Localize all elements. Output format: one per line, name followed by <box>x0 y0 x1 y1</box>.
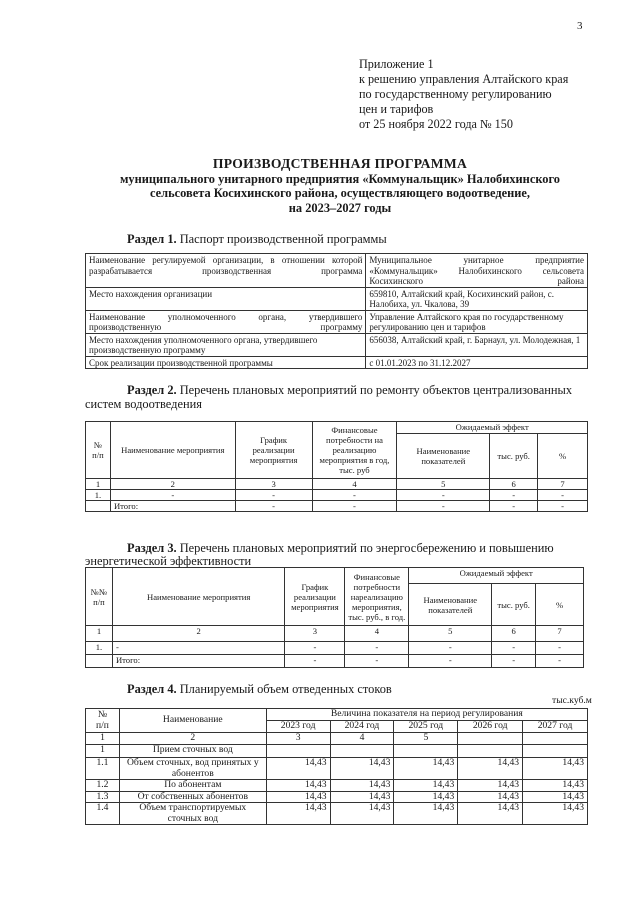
section1-number: Раздел 1. <box>127 232 177 246</box>
table-cell: - <box>285 655 345 668</box>
page-number: 3 <box>577 20 583 32</box>
row-value: 14,43 <box>458 780 523 792</box>
header-schedule: График реализации мероприятия <box>235 422 312 479</box>
appendix-line: по государственному регулированию <box>359 87 552 101</box>
header-finance: Финансовые потребности нареализацию мероприятия, тыс. руб., в год. <box>345 568 409 626</box>
table-cell: - <box>110 490 235 501</box>
table-row <box>86 803 588 825</box>
table-row <box>86 758 588 780</box>
appendix-line: от 25 ноября 2022 года № 150 <box>359 117 513 131</box>
index-cell: 7 <box>538 479 588 490</box>
row-num: 1.1 <box>86 758 120 780</box>
row-value: 14,43 <box>458 758 523 780</box>
row-name: Объем транспортируемых сточных вод <box>119 803 266 825</box>
index-cell <box>523 733 588 745</box>
row-value: 14,43 <box>330 803 394 825</box>
appendix-line: к решению управления Алтайского края <box>359 72 569 86</box>
header-effect: Ожидаемый эффект <box>397 422 588 434</box>
appendix-line: цен и тарифов <box>359 102 434 116</box>
index-cell: 4 <box>330 733 394 745</box>
row-value: 14,43 <box>266 791 330 803</box>
row-value: 14,43 <box>330 791 394 803</box>
index-cell: 5 <box>394 733 458 745</box>
index-cell: 6 <box>490 479 538 490</box>
header-indicator: Наименование показателей <box>397 434 490 479</box>
index-cell: 4 <box>312 479 397 490</box>
table-cell: - <box>538 490 588 501</box>
title-line: на 2023–2027 годы <box>288 200 392 215</box>
section3-heading <box>127 541 554 555</box>
header-finance: Финансовые потребности на реализацию мероприятия в год, тыс. руб <box>312 422 397 479</box>
table-row <box>86 733 588 745</box>
index-cell: 1 <box>86 626 113 642</box>
section3-title: Перечень плановых мероприятий по энергосбережению и повышению <box>176 541 554 555</box>
row-value: 14,43 <box>394 758 458 780</box>
row-value: 14,43 <box>266 758 330 780</box>
header-name: Наименование мероприятия <box>112 568 284 626</box>
index-cell: 5 <box>397 479 490 490</box>
row-value: 14,43 <box>458 791 523 803</box>
row-value: 14,43 <box>266 780 330 792</box>
table-cell: - <box>492 642 536 655</box>
row-value: 14,43 <box>330 758 394 780</box>
table-row <box>86 780 588 792</box>
table-cell <box>86 501 111 512</box>
table-cell: - <box>235 490 312 501</box>
row-num: 1.2 <box>86 780 120 792</box>
row-num: 1.3 <box>86 791 120 803</box>
row-value <box>330 745 394 758</box>
table-row <box>86 626 584 642</box>
index-cell: 1 <box>86 479 111 490</box>
index-cell: 2 <box>110 479 235 490</box>
header-num: № п/п <box>86 422 111 479</box>
table-row <box>86 501 588 512</box>
table-cell: - <box>312 490 397 501</box>
energy-measures-table <box>85 567 584 668</box>
index-cell: 7 <box>536 626 584 642</box>
header-num: №№ п/п <box>86 568 113 626</box>
table-cell: - <box>235 501 312 512</box>
passport-label: Место нахождения уполномоченного органа, утвердившего производственную программу <box>86 333 366 356</box>
row-value: 14,43 <box>458 803 523 825</box>
passport-value: Муниципальное унитарное предприятие «Коммунальщик» Налобихинского сельсовета Косихинского района <box>366 254 588 288</box>
row-value <box>523 745 588 758</box>
header-year: 2023 год <box>266 721 330 733</box>
row-num: 1 <box>86 745 120 758</box>
index-cell: 3 <box>285 626 345 642</box>
repair-measures-table <box>85 421 588 512</box>
passport-value: с 01.01.2023 по 31.12.2027 <box>366 356 588 369</box>
table-row <box>86 745 588 758</box>
row-value: 14,43 <box>523 780 588 792</box>
header-year: 2026 год <box>458 721 523 733</box>
passport-table <box>85 253 588 369</box>
table-cell: - <box>397 501 490 512</box>
section1-heading <box>127 232 387 246</box>
row-num: 1.4 <box>86 803 120 825</box>
title-line: муниципального унитарного предприятия «Коммунальщик» Налобихинского <box>119 171 561 186</box>
header-period: Величина показателя на период регулирования <box>266 709 587 721</box>
total-label: Итого: <box>112 655 284 668</box>
index-cell: 6 <box>492 626 536 642</box>
row-name: По абонентам <box>119 780 266 792</box>
row-value: 14,43 <box>330 780 394 792</box>
title-line: сельсовета Косихинского района, осуществляющего водоотведение, <box>149 186 530 200</box>
section1-title: Паспорт производственной программы <box>176 232 387 246</box>
index-cell: 3 <box>266 733 330 745</box>
wastewater-volume-table <box>85 708 588 825</box>
section2-number: Раздел 2. <box>127 383 177 397</box>
row-value: 14,43 <box>394 780 458 792</box>
index-cell: 3 <box>235 479 312 490</box>
table-cell: 1. <box>86 642 113 655</box>
table-cell: - <box>312 501 397 512</box>
table-cell: - <box>536 655 584 668</box>
index-cell: 4 <box>345 626 409 642</box>
table-cell: - <box>536 642 584 655</box>
table-row <box>86 310 588 333</box>
header-year: 2025 год <box>394 721 458 733</box>
table-row <box>86 791 588 803</box>
section2-heading <box>127 383 572 397</box>
table-cell: - <box>490 490 538 501</box>
total-label: Итого: <box>110 501 235 512</box>
unit-label: тыс.куб.м <box>552 695 592 706</box>
appendix-block <box>359 57 568 132</box>
section4-heading <box>127 682 392 696</box>
header-num: № п/п <box>86 709 120 733</box>
section3-number: Раздел 3. <box>127 541 177 555</box>
row-value: 14,43 <box>523 791 588 803</box>
table-row <box>86 333 588 356</box>
header-name: Наименование <box>119 709 266 733</box>
header-thousand: тыс. руб. <box>490 434 538 479</box>
row-name: Прием сточных вод <box>119 745 266 758</box>
header-effect: Ожидаемый эффект <box>409 568 584 584</box>
section2-heading-cont: систем водоотведения <box>85 397 202 411</box>
table-row <box>86 490 588 501</box>
row-value: 14,43 <box>394 791 458 803</box>
table-cell: - <box>409 655 492 668</box>
passport-value: 656038, Алтайский край, г. Барнаул, ул. Молодежная, 1 <box>366 333 588 356</box>
table-cell: - <box>397 490 490 501</box>
table-row <box>86 479 588 490</box>
passport-value: Управление Алтайского края по государственному регулированию цен и тарифов <box>366 310 588 333</box>
table-row <box>86 287 588 310</box>
table-cell: - <box>538 501 588 512</box>
row-value <box>394 745 458 758</box>
passport-value: 659810, Алтайский край, Косихинский район, с. Налобиха, ул. Чкалова, 39 <box>366 287 588 310</box>
index-cell: 5 <box>409 626 492 642</box>
row-name: Объем сточных, вод принятых у абонентов <box>119 758 266 780</box>
table-cell: - <box>490 501 538 512</box>
header-indicator: Наименование показателей <box>409 584 492 626</box>
passport-label: Срок реализации производственной программы <box>86 356 366 369</box>
table-cell: - <box>492 655 536 668</box>
header-thousand: тыс. руб. <box>492 584 536 626</box>
passport-label: Наименование уполномоченного органа, утвердившего производственную программу <box>86 310 366 333</box>
table-cell: - <box>345 655 409 668</box>
table-cell: - <box>409 642 492 655</box>
section2-title: Перечень плановых мероприятий по ремонту объектов централизованных <box>176 383 573 397</box>
table-row <box>86 254 588 288</box>
header-percent: % <box>536 584 584 626</box>
row-value: 14,43 <box>523 758 588 780</box>
row-value: 14,43 <box>394 803 458 825</box>
table-cell: - <box>285 642 345 655</box>
index-cell: 2 <box>112 626 284 642</box>
section4-title: Планируемый объем отведенных стоков <box>176 682 392 696</box>
passport-label: Место нахождения организации <box>86 287 366 310</box>
title-line: ПРОИЗВОДСТВЕННАЯ ПРОГРАММА <box>212 156 468 171</box>
table-cell: - <box>112 642 284 655</box>
section3-heading-cont: энергетической эффективности <box>85 554 252 568</box>
index-cell: 2 <box>119 733 266 745</box>
appendix-line: Приложение 1 <box>359 57 434 71</box>
table-row <box>86 642 584 655</box>
index-cell: 1 <box>86 733 120 745</box>
index-cell <box>458 733 523 745</box>
row-name: От собственных абонентов <box>119 791 266 803</box>
table-row <box>86 655 584 668</box>
row-value <box>266 745 330 758</box>
row-value <box>458 745 523 758</box>
header-percent: % <box>538 434 588 479</box>
header-year: 2027 год <box>523 721 588 733</box>
table-cell <box>86 655 113 668</box>
header-schedule: График реализации мероприятия <box>285 568 345 626</box>
row-value: 14,43 <box>266 803 330 825</box>
table-cell: 1. <box>86 490 111 501</box>
table-row <box>86 356 588 369</box>
passport-label: Наименование регулируемой организации, в отношении которой разрабатывается производственная программа <box>86 254 366 288</box>
document-title <box>60 157 620 215</box>
section4-number: Раздел 4. <box>127 682 177 696</box>
header-name: Наименование мероприятия <box>110 422 235 479</box>
row-value: 14,43 <box>523 803 588 825</box>
header-year: 2024 год <box>330 721 394 733</box>
table-cell: - <box>345 642 409 655</box>
